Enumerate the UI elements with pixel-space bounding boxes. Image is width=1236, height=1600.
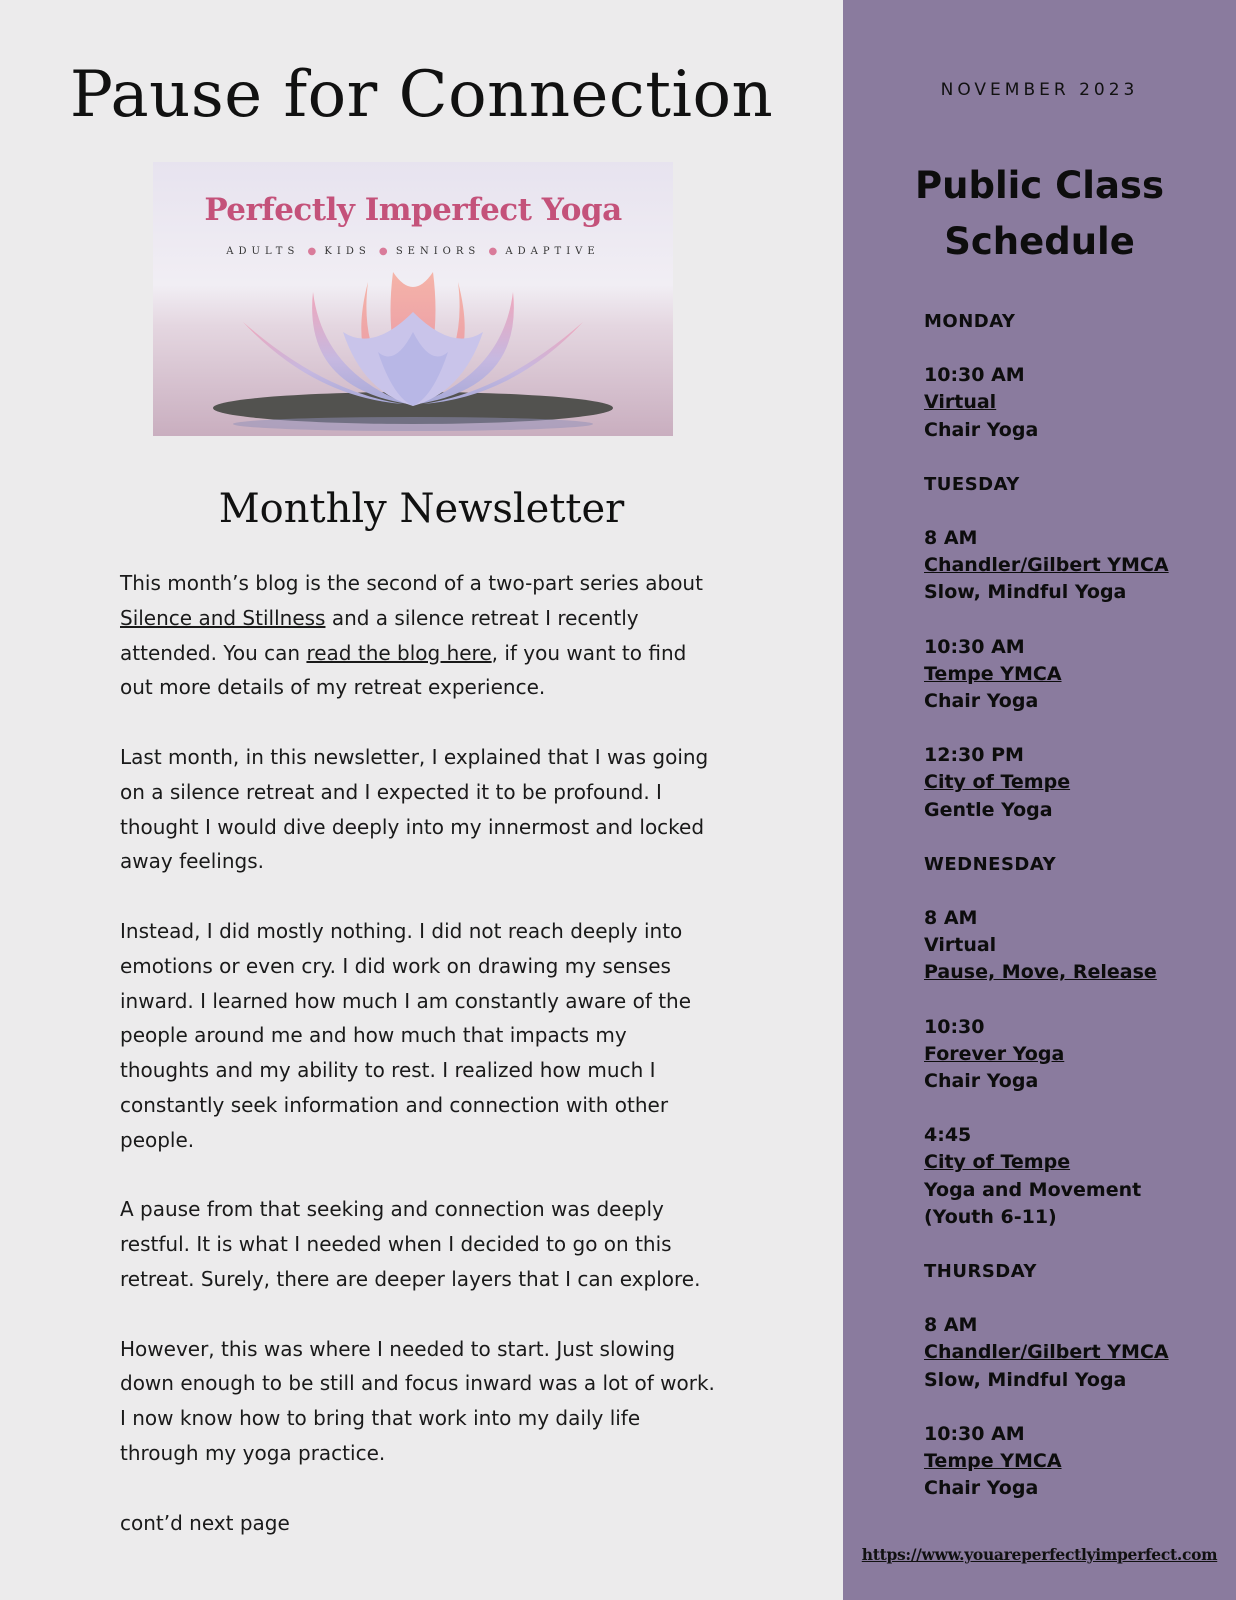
class-location-link[interactable]: Virtual (924, 391, 997, 414)
banner-tag: ADAPTIVE (505, 246, 600, 257)
class-name: Gentle Yoga (924, 798, 1053, 821)
paragraph-text: This month’s blog is the second of a two-part series about (120, 571, 703, 595)
bullet-icon: ● (307, 246, 317, 257)
class-time: 8 AM (924, 1314, 978, 1337)
paragraph (120, 566, 720, 705)
day-heading-tuesday: TUESDAY (924, 473, 1020, 495)
yoga-banner (153, 162, 673, 436)
class-location-link[interactable]: City of Tempe (924, 771, 1071, 794)
class-location-link[interactable]: Tempe YMCA (924, 662, 1062, 685)
class-location: Virtual (924, 934, 997, 957)
class-time: 8 AM (924, 527, 978, 550)
newsletter-month: NOVEMBER 2023 (940, 80, 1139, 100)
banner-tagline (153, 246, 673, 257)
class-time: 10:30 AM (924, 1422, 1025, 1445)
day-heading-wednesday: WEDNESDAY (924, 853, 1057, 875)
class-name: Yoga and Movement (924, 1178, 1142, 1201)
banner-tag: ADULTS (226, 246, 300, 257)
schedule-title-line: Public Class (915, 164, 1164, 207)
class-name: Chair Yoga (924, 690, 1039, 713)
class-audience: (Youth 6-11) (924, 1205, 1057, 1228)
silence-stillness-link[interactable]: Silence and Stillness (120, 605, 326, 630)
banner-brand-name: Perfectly Imperfect Yoga (204, 192, 622, 228)
class-time: 10:30 AM (924, 635, 1025, 658)
website-link[interactable]: https://www.youareperfectlyimperfect.com (861, 1545, 1218, 1564)
class-time: 8 AM (924, 907, 978, 930)
class-location-link[interactable]: Tempe YMCA (924, 1450, 1062, 1473)
paragraph: Instead, I did mostly nothing. I did not reach deeply into emotions or even cry. I did work on drawing my senses inward. I learned how much I am constantly aware of the people around me and how much that impacts my thoughts and my ability to rest. I realized how much I constantly seek information and connection with other people. (120, 918, 692, 1152)
newsletter-body (120, 566, 720, 1575)
paragraph-text: , if you want to find out more details of my retreat experience. (120, 640, 687, 700)
class-location-link[interactable]: Chandler/Gilbert YMCA (924, 554, 1169, 577)
class-schedule (924, 308, 1224, 1503)
class-name-link[interactable]: Pause, Move, Release (924, 961, 1157, 984)
paragraph: A pause from that seeking and connection was deeply restful. It is what I needed when I decided to go on this retreat. Surely, there are deeper layers that I can explore. (120, 1197, 701, 1291)
bullet-icon: ● (488, 246, 498, 257)
class-name: Chair Yoga (924, 1477, 1039, 1500)
class-name: Chair Yoga (924, 1070, 1039, 1093)
continued-note: cont’d next page (120, 1510, 290, 1535)
read-blog-link[interactable]: read the blog here (306, 640, 492, 665)
class-location-link[interactable]: Forever Yoga (924, 1042, 1065, 1065)
paragraph: Last month, in this newsletter, I explained that I was going on a silence retreat and I expected it to be profound. I thought I would dive deeply into my innermost and locked away feelings. (120, 744, 709, 874)
paragraph-text: and a silence retreat I recently attended. You can (120, 605, 639, 665)
class-time: 12:30 PM (924, 744, 1024, 767)
banner-tag: SENIORS (395, 246, 481, 257)
day-heading-monday: MONDAY (924, 311, 1016, 332)
class-time: 10:30 AM (924, 364, 1025, 387)
schedule-title (843, 158, 1236, 270)
class-name: Slow, Mindful Yoga (924, 1368, 1127, 1391)
bullet-icon: ● (378, 246, 388, 257)
banner-tag: KIDS (324, 246, 371, 257)
paragraph: However, this was where I needed to start. Just slowing down enough to be still and focus inward was a lot of work. I now know how to bring that work into my daily life through my yoga practice. (120, 1336, 715, 1465)
class-location-link[interactable]: Chandler/Gilbert YMCA (924, 1341, 1169, 1364)
class-time: 10:30 (924, 1015, 985, 1038)
class-name: Slow, Mindful Yoga (924, 581, 1127, 604)
class-location-link[interactable]: City of Tempe (924, 1151, 1071, 1174)
day-heading-thursday: THURSDAY (924, 1261, 1037, 1283)
page-title: Pause for Connection (69, 58, 774, 132)
class-name: Chair Yoga (924, 418, 1039, 441)
newsletter-heading: Monthly Newsletter (218, 486, 625, 532)
class-time: 4:45 (924, 1124, 972, 1147)
schedule-title-line: Schedule (944, 220, 1135, 263)
